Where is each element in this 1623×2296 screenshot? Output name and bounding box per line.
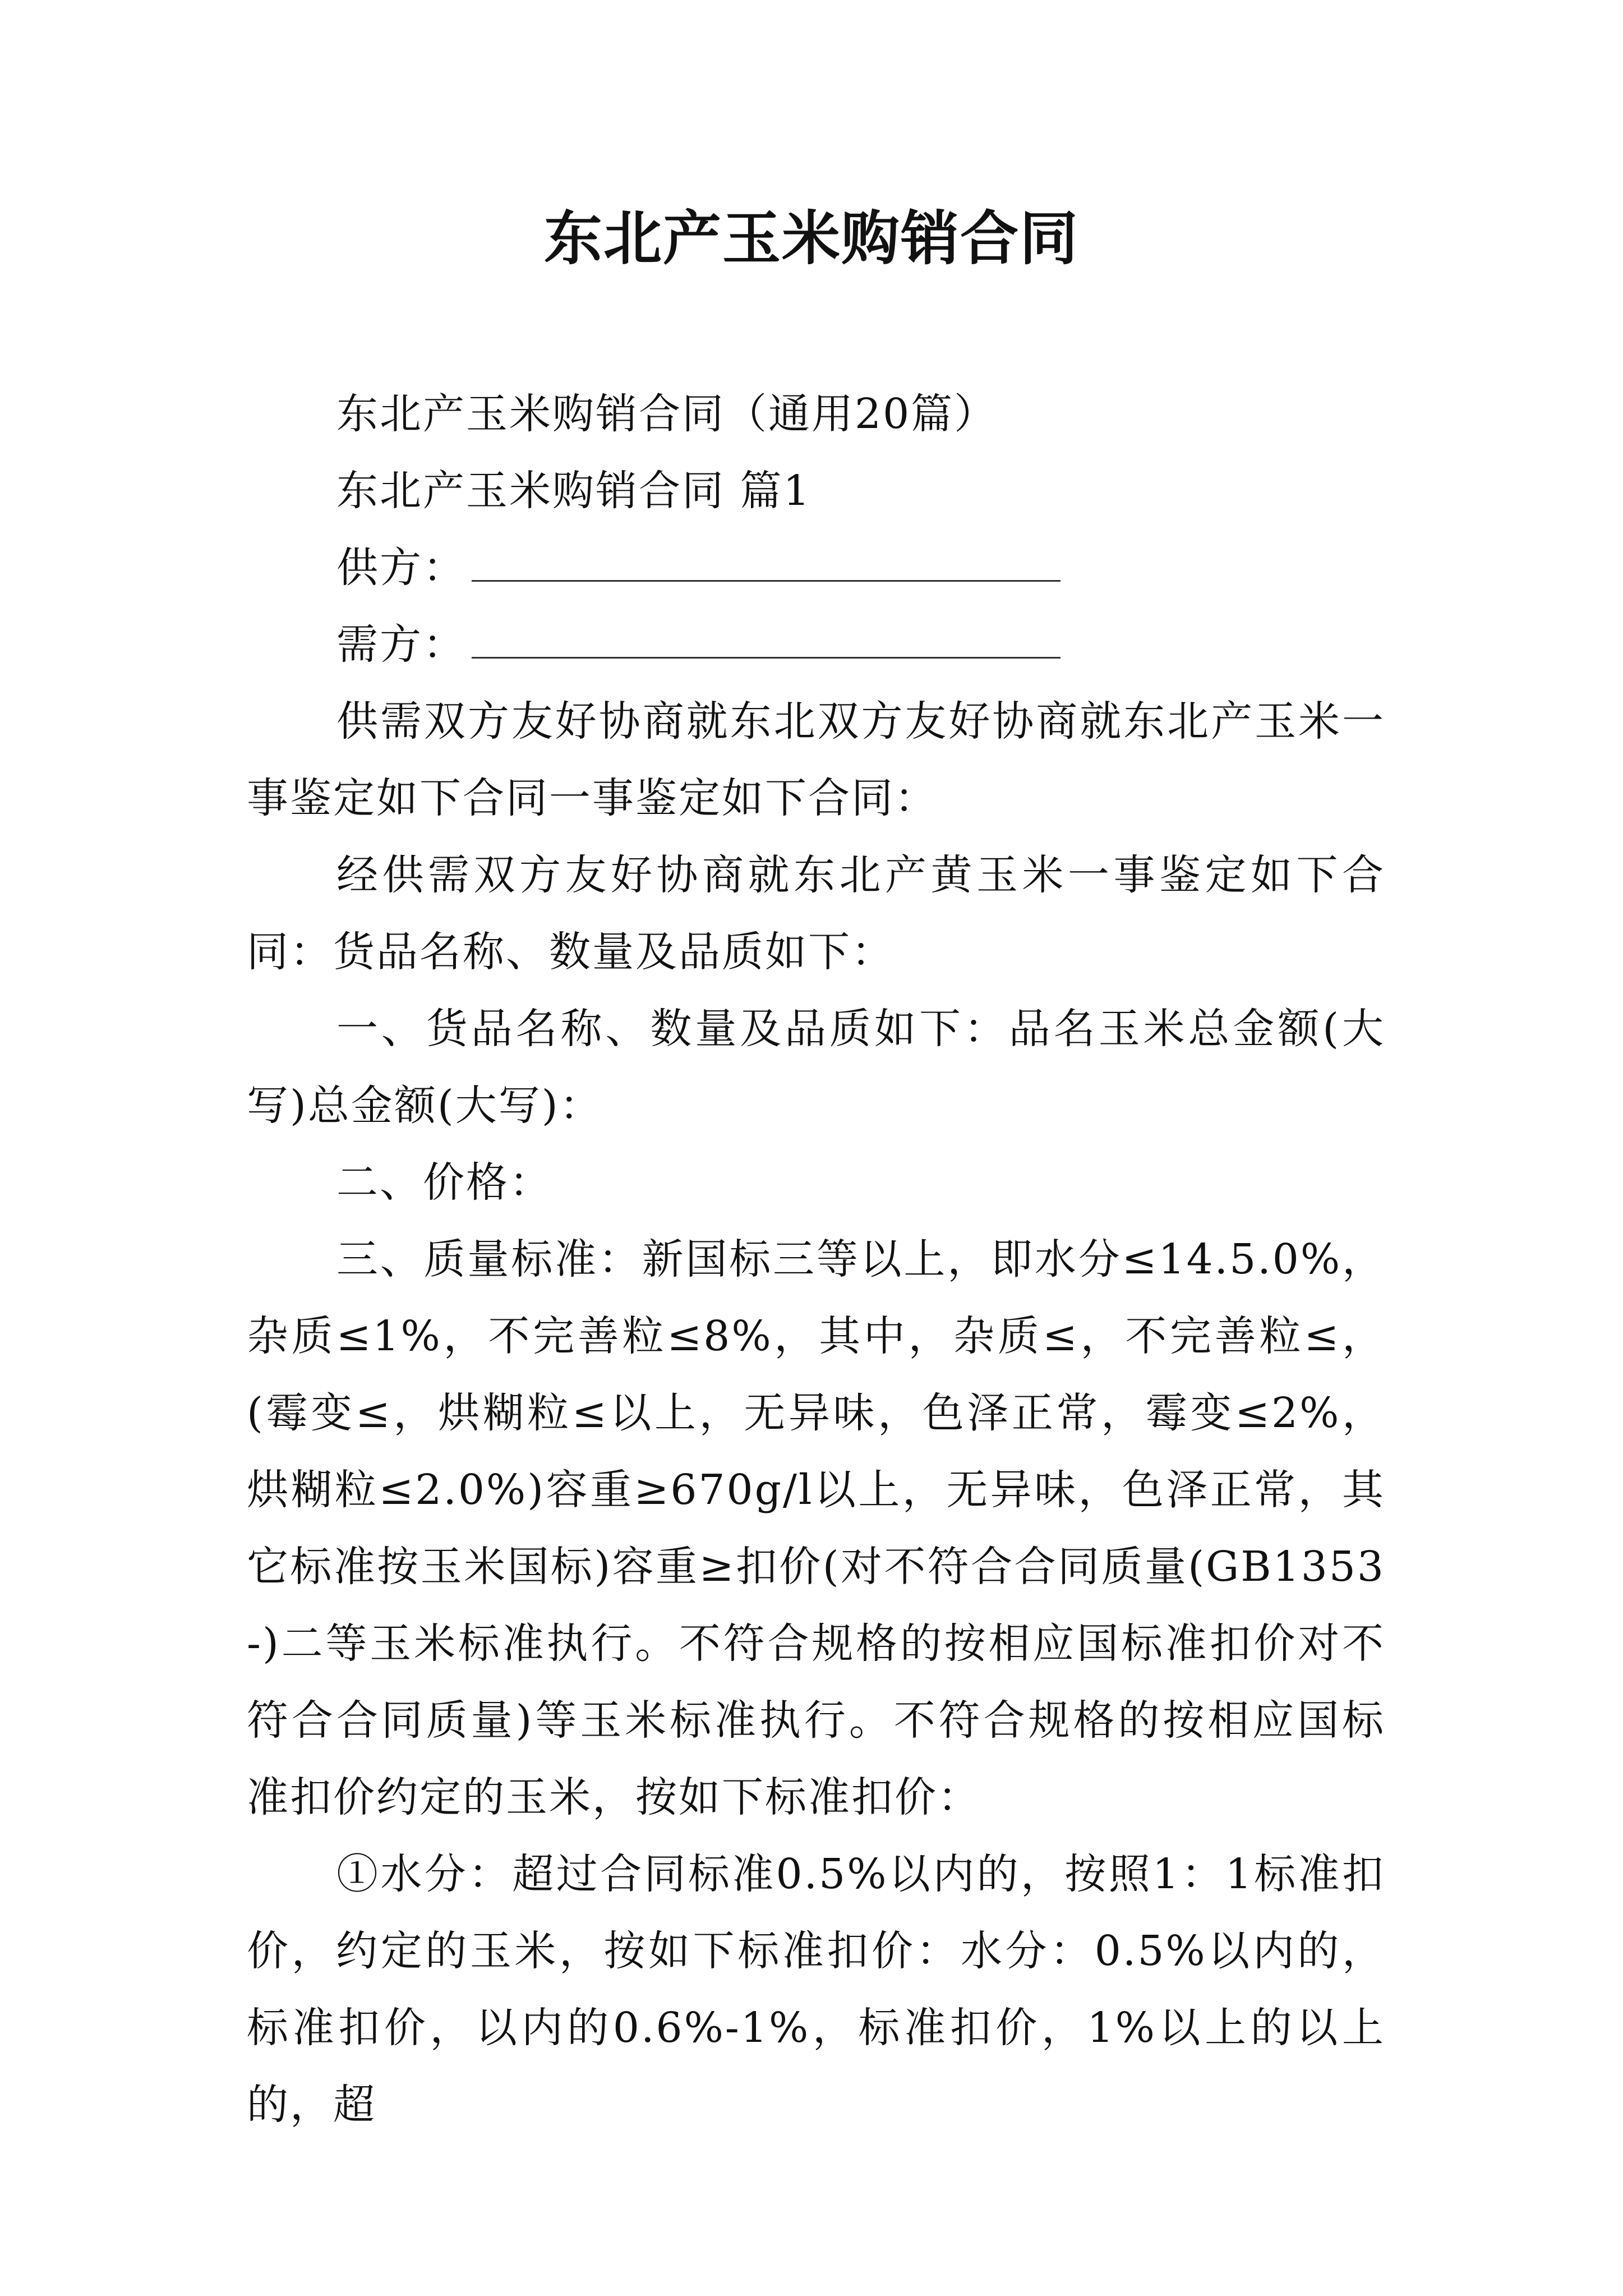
- buyer-label: 需方：: [336, 620, 466, 669]
- section-heading: 东北产玉米购销合同 篇1: [336, 467, 811, 515]
- supplier-blank: [472, 541, 1061, 582]
- paragraph: 经供需双方友好协商就东北产黄玉米一事鉴定如下合同：货品名称、数量及品质如下：: [247, 851, 1385, 976]
- paragraph: 二、价格：: [336, 1158, 552, 1207]
- document-title: 东北产玉米购销合同: [543, 204, 1079, 273]
- supplier-line: [247, 530, 1385, 606]
- document-body: [247, 376, 1385, 2143]
- document-subtitle: 东北产玉米购销合同（通用20篇）: [336, 390, 998, 438]
- buyer-line: [247, 606, 1385, 683]
- buyer-blank: [472, 618, 1061, 659]
- paragraph: 一、货品名称、数量及品质如下：品名玉米总金额(大写)总金额(大写)：: [247, 1005, 1385, 1130]
- paragraph: 三、质量标准：新国标三等以上，即水分≤14.5.0%，杂质≤1%，不完善粒≤8%，其中，杂质≤，不完善粒≤，(霉变≤，烘糊粒≤以上，无异味，色泽正常，霉变≤2%，烘糊粒≤2.0%)容重≥670g/l以上，无异味，色泽正常，其它标准按玉米国标)容重≥扣价(对不符合合同质量(GB1353-)二等玉米标准执行。不符合规格的按相应国标准扣价对不符合合同质量)等玉米标准执行。不符合规格的按相应国标准扣价约定的玉米，按如下标准扣价：: [247, 1235, 1385, 1821]
- paragraph: 供需双方友好协商就东北双方友好协商就东北产玉米一事鉴定如下合同一事鉴定如下合同：: [247, 697, 1385, 822]
- paragraph: ①水分：超过合同标准0.5%以内的，按照1：1标准扣价，约定的玉米，按如下标准扣价：水分：0.5%以内的，标准扣价，以内的0.6%-1%，标准扣价，1%以上的以上的，超: [247, 1850, 1385, 2129]
- supplier-label: 供方：: [336, 544, 466, 592]
